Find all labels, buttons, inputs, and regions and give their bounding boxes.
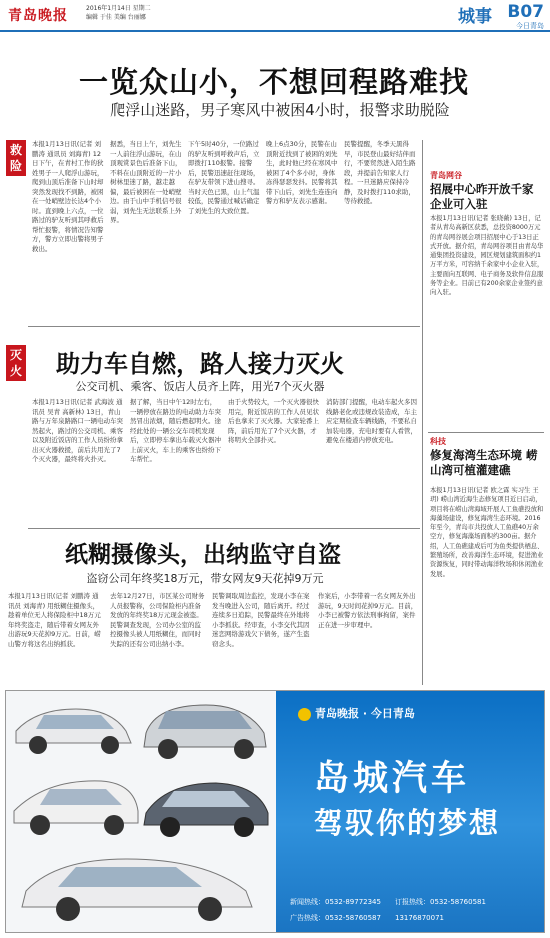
- header-date: 2016年1月14日 星期二: [86, 5, 151, 12]
- right2-tag: 科技: [430, 437, 446, 446]
- brand-seal-icon: [298, 708, 311, 721]
- mobile-number: 13176870071: [394, 914, 444, 922]
- story3-headline: 纸糊摄像头，出纳监守自盗: [65, 542, 341, 568]
- story1-column-3: [188, 140, 260, 320]
- story3-text-3: 民警调取周边监控，发现小李在案发当晚进入公司，随后离开。经过连续多日追踪，民警最终在外地将小李抓获。经审查，小李交代其因迷恋网络游戏欠下债务，遂产生盗窃念头。: [212, 592, 310, 648]
- story2-text-2: 据了解，当日中午12时左右，一辆停放在路边的电动助力车突然冒出浓烟，随后燃起明火。途经此处的一辆公交车司机发现后，立即停车拿出车载灭火器冲上前灭火，车上的乘客也纷纷下车帮忙。: [130, 398, 221, 463]
- story2-column-2: [130, 398, 222, 523]
- story2-text-1: 本报1月13日讯(记者 武海波 通讯员 吴青 高新林) 13日，青山路与万年泉路路口一辆电动车突然起火，路过的公交司机、乘客以及附近饭店的工作人员纷纷拿出灭火器救援，前后共用光了7个灭火器，最终将火扑灭。: [32, 398, 123, 463]
- right1-body: 本报1月13日讯(记者 张晓薇) 13日，记者从青岛高新区获悉，总投资8000万元的青岛网谷展会项目招展中心于13日正式开放。据介绍，青岛网谷项目由青岛华通集团投资建设，园区规划建筑面积约1万平方米，可容纳千余家中小企业入驻，主要面向互联网、电子商务及软件信息服务等企业。目前已有200余家企业签约意向入驻。: [430, 215, 544, 297]
- story3-text-2: 去年12月27日，市区某公司财务人员报警称，公司保险柜内准备发放的年终奖18万元现金被盗。民警调查发现，公司办公室的监控摄像头被人用纸糊住，而同时失踪的还有公司出纳小李。: [110, 592, 205, 648]
- car-collage-image: [6, 691, 276, 933]
- story1-column-4: [266, 140, 338, 320]
- news-hotline: 新闻热线：0532-89772345: [290, 898, 381, 906]
- story1-text-1: 本报1月13日讯(记者 刘鹏涛 通讯员 刘海青) 12日下午，在青村工作的狄姓男子一人爬浮山游玩，爬到山顶后准备下山时却突然发现找不到路，被困在一处峭壁边长达4个小时。直到晚上六点，一位路过的驴友听到其呼救后帮忙报警，将情况告知警方，警方立即出警将男子救出。: [32, 140, 104, 253]
- car-advertisement[interactable]: [5, 690, 545, 933]
- story2-subhead: 公交司机、乘客、饭店人员齐上阵，用光7个灭火器: [75, 380, 325, 393]
- right2-body: 本报1月13日讯(记者 欧之霖 实习生 王玥) 崂山湾近海生态修复项目近日启动，项目将在崂山湾海域开展人工鱼礁投放和海藻场建设，修复海湾生态环境。2016年至今，青岛市共投放人工鱼礁40万余空方，修复海藻场面积约300亩。据介绍，人工鱼礁建成后可为鱼类提供栖息、繁殖场所，改善海洋生态环境，促进渔业资源恢复，同时带动海洋牧场和休闲渔业发展。: [430, 487, 544, 578]
- header-meta: [86, 4, 151, 22]
- subsection-name: 今日青岛: [516, 22, 544, 30]
- story1-subhead: 爬浮山迷路，男子寒风中被困4小时，报警求助脱险: [110, 101, 450, 119]
- story1-text-3: 下午5时40分，一位路过的驴友听到呼救声后，立即拨打110报警。接警后，民警迅速赶往现场，在驴友带领下进山搜寻。当时天色已黑，山上气温较低，民警通过喊话确定了刘先生的大致位置。: [188, 140, 260, 215]
- story1-column-2: [110, 140, 182, 320]
- story1-text-5: 民警提醒，冬季天黑得早，市民登山最好结伴而行，不要贸然进入陌生路段，并提前告知家人行程。一旦迷路应保持冷静，及时拨打110求助，等待救援。: [344, 140, 416, 205]
- ad-hotline: 广告热线：0532-58760587: [290, 914, 381, 922]
- ad-title-sub: 驾驭你的梦想: [314, 806, 501, 840]
- story2-side-tag: [6, 345, 26, 381]
- story2-column-3: [228, 398, 320, 523]
- story2-tag-text: 灭 火: [9, 348, 22, 378]
- page-number: B07: [507, 2, 544, 22]
- story3-text-1: 本报1月13日讯(记者 刘鹏涛 通讯员 刘海青) 用纸糊住摄像头，趁着单位无人将保险柜中18万元年终奖盗走，随后带着女网友外出游玩9天花掉9万元。日前，崂山警方将这名出纳抓获。: [8, 592, 101, 648]
- divider-right: [428, 432, 544, 433]
- page-header: [0, 0, 550, 32]
- story1-text-4: 晚上6点30分，民警在山顶附近找到了被困的刘先生，此时他已经在寒风中被困了4个多小时，身体冻得瑟瑟发抖。民警将其带下山后，刘先生连连向警方和驴友表示感谢。: [266, 140, 338, 205]
- story2-column-4: [326, 398, 418, 523]
- story2-text-4: 消防部门提醒，电动车起火多因线路老化或违规改装造成，车主应定期检查车辆线路，不要私自加装电器，充电时要有人看管，避免在楼道内停放充电。: [326, 398, 417, 444]
- story1-headline: 一览众山小，不想回程路难找: [78, 65, 469, 99]
- right1-headline: 招展中心昨开放千家企业可入驻: [430, 182, 534, 211]
- newspaper-logo: 青岛晚报: [8, 8, 68, 24]
- story2-column-1: [32, 398, 124, 523]
- ad-brand: [298, 705, 415, 721]
- story3-column-2: [110, 592, 206, 684]
- story3-subhead: 盗窃公司年终奖18万元，带女网友9天花掉9万元: [86, 572, 324, 585]
- header-editors: 编辑 于佳 美编 台丽娜: [86, 14, 146, 21]
- story1-tag-text: 救 险: [9, 143, 22, 173]
- subscription-hotline: 订报热线：0532-58760581: [394, 898, 486, 906]
- ad-title-main: 岛城汽车: [314, 758, 471, 799]
- story2-headline: 助力车自燃，路人接力灭火: [56, 350, 344, 378]
- ad-blue-panel: [276, 691, 545, 933]
- divider-1: [28, 326, 420, 327]
- story3-column-1: [8, 592, 104, 684]
- story3-text-4: 作案后，小李带着一名女网友外出游玩，9天时间花掉9万元。目前，小李已被警方依法刑事拘留，案件正在进一步审理中。: [318, 592, 418, 629]
- ad-brand-text: 青岛晚报 · 今日青岛: [315, 707, 415, 720]
- story3-column-4: [318, 592, 418, 684]
- section-name: 城事: [458, 7, 492, 27]
- divider-2: [28, 528, 420, 529]
- story3-column-3: [212, 592, 312, 684]
- right2-headline: 修复海湾生态环境 崂山湾可植灌建礁: [430, 448, 538, 477]
- story1-text-2: 据悉，当日上午，刘先生一人前往浮山游玩，在山顶观赏景色后准备下山，不料在山顶附近的一片小树林里迷了路，越走越偏，最后被困在一处峭壁边。由于山中手机信号很弱，刘先生无法联系上外界。: [110, 140, 182, 224]
- right1-tag: 青岛网谷: [430, 171, 462, 180]
- ad-hotline-row-1: [290, 897, 500, 907]
- story1-column-5: [344, 140, 416, 320]
- story1-side-tag: [6, 140, 26, 176]
- column-divider: [422, 140, 423, 685]
- story2-text-3: 由于火势较大，一个灭火器很快用完，附近饭店的工作人员见状后也拿来了灭火器。大家轮番上阵，前后用光了7个灭火器，才将明火全部扑灭。: [228, 398, 319, 444]
- ad-hotline-row-2: [290, 913, 458, 923]
- story1-column-1: [32, 140, 104, 320]
